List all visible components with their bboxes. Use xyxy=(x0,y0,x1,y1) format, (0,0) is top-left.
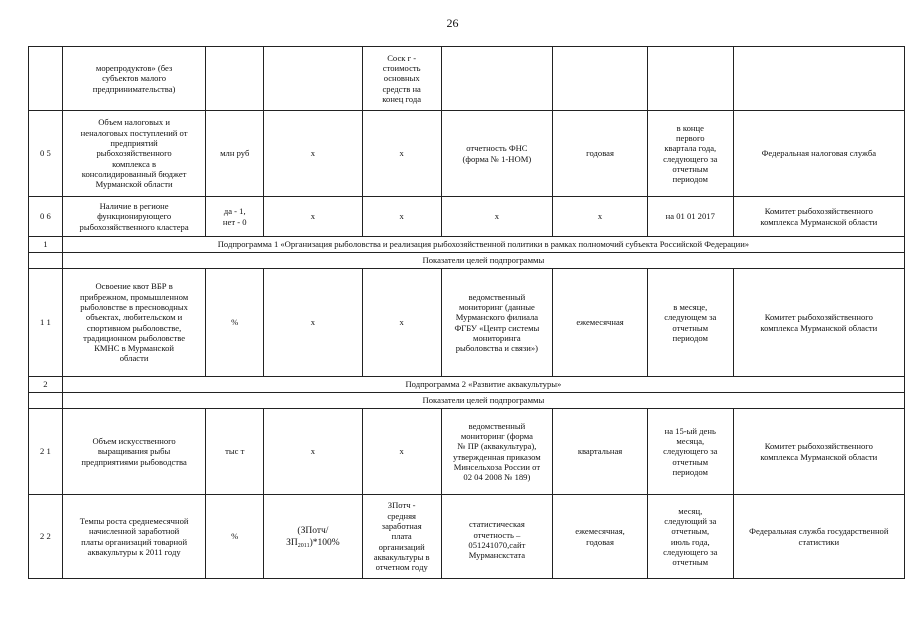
unit: да - 1, нет - 0 xyxy=(206,197,264,237)
row-number: 1 xyxy=(29,237,63,253)
responsible: Комитет рыбохозяйственного комплекса Мурманской области xyxy=(733,197,904,237)
data-date: на 15-ый день месяца, следующего за отчетным периодом xyxy=(647,409,733,495)
data-date: в конце первого квартала года, следующего за отчетным периодом xyxy=(647,111,733,197)
goals-row xyxy=(29,393,905,409)
row-number: 1 1 xyxy=(29,269,63,377)
data-date: на 01 01 2017 xyxy=(647,197,733,237)
responsible xyxy=(733,47,904,111)
unit: % xyxy=(206,495,264,579)
data-source: отчетность ФНС (форма № 1-НОМ) xyxy=(441,111,553,197)
table-row xyxy=(29,47,905,111)
formula-numerator: (ЗПотч/ xyxy=(297,525,329,536)
indicator-name: Объем искусственного выращивания рыбы предприятиями рыбоводства xyxy=(62,409,206,495)
algorithm-formula xyxy=(264,495,363,579)
responsible: Федеральная служба государственной статистики xyxy=(733,495,904,579)
formula-subscript: 2011 xyxy=(297,542,310,549)
goals-row xyxy=(29,253,905,269)
algorithm: х xyxy=(264,269,363,377)
responsible: Федеральная налоговая служба xyxy=(733,111,904,197)
indicator-name: Темпы роста среднемесячной начисленной заработной платы организаций товарной аквакультуры к 2011 году xyxy=(62,495,206,579)
data-source: статистическая отчетность – 051241070,сайт Мурманскстата xyxy=(441,495,553,579)
table-row xyxy=(29,495,905,579)
unit: тыс т xyxy=(206,409,264,495)
indicator-name: Объем налоговых и неналоговых поступлений от предприятий рыбохозяйственного комплекса в консолидированный бюджет Мурманской области xyxy=(62,111,206,197)
unit xyxy=(206,47,264,111)
algorithm xyxy=(264,47,363,111)
unit: % xyxy=(206,269,264,377)
row-number xyxy=(29,253,63,269)
subprogram-row xyxy=(29,377,905,393)
basic-indicators: Соск г - стоимость основных средств на конец года xyxy=(362,47,441,111)
basic-indicators: х xyxy=(362,197,441,237)
subprogram-title: Подпрограмма 1 «Организация рыболовства и реализация рыбохозяйственной политики в рамках полномочий субъекта Российской Федерации» xyxy=(62,237,904,253)
data-source: х xyxy=(441,197,553,237)
row-number: 0 5 xyxy=(29,111,63,197)
row-number: 2 1 xyxy=(29,409,63,495)
subprogram-title: Подпрограмма 2 «Развитие аквакультуры» xyxy=(62,377,904,393)
basic-indicators: х xyxy=(362,409,441,495)
responsible: Комитет рыбохозяйственного комплекса Мурманской области xyxy=(733,409,904,495)
data-date: в месяце, следующем за отчетным периодом xyxy=(647,269,733,377)
formula-tail: )*100% xyxy=(309,537,340,548)
table-row xyxy=(29,197,905,237)
periodicity xyxy=(553,47,648,111)
indicators-table xyxy=(28,46,905,579)
row-number xyxy=(29,393,63,409)
responsible: Комитет рыбохозяйственного комплекса Мурманской области xyxy=(733,269,904,377)
row-number: 2 xyxy=(29,377,63,393)
page-number: 26 xyxy=(446,16,459,30)
indicator-name: Наличие в регионе функционирующего рыбохозяйственного кластера xyxy=(62,197,206,237)
unit: млн руб xyxy=(206,111,264,197)
basic-indicators: ЗПотч - средняя заработная плата организаций аквакультуры в отчетном году xyxy=(362,495,441,579)
row-number: 0 6 xyxy=(29,197,63,237)
periodicity: ежемесячная xyxy=(553,269,648,377)
subprogram-row xyxy=(29,237,905,253)
row-number xyxy=(29,47,63,111)
formula-base: ЗП xyxy=(286,537,298,548)
indicator-name: Освоение квот ВБР в прибрежном, промышленном рыболовстве в пресноводных объектах, любительском и спортивном рыболовстве, традиционном рыболовстве КМНС в Мурманской области xyxy=(62,269,206,377)
basic-indicators: х xyxy=(362,269,441,377)
periodicity: квартальная xyxy=(553,409,648,495)
periodicity: х xyxy=(553,197,648,237)
goals-title: Показатели целей подпрограммы xyxy=(62,393,904,409)
basic-indicators: х xyxy=(362,111,441,197)
data-source xyxy=(441,47,553,111)
periodicity: годовая xyxy=(553,111,648,197)
table-row xyxy=(29,269,905,377)
indicator-name: морепродуктов» (без субъектов малого предпринимательства) xyxy=(62,47,206,111)
algorithm: х xyxy=(264,111,363,197)
table-row xyxy=(29,111,905,197)
goals-title: Показатели целей подпрограммы xyxy=(62,253,904,269)
data-date: месяц, следующий за отчетным, июль года, следующего за отчетным xyxy=(647,495,733,579)
table-row xyxy=(29,409,905,495)
row-number: 2 2 xyxy=(29,495,63,579)
data-source: ведомственный мониторинг (данные Мурманского филиала ФГБУ «Центр системы мониторинга рыболовства и связи») xyxy=(441,269,553,377)
periodicity: ежемесячная, годовая xyxy=(553,495,648,579)
algorithm: х xyxy=(264,197,363,237)
data-source: ведомственный мониторинг (форма № ПР (аквакультура), утвержденная приказом Минсельхоза России от 02 04 2008 № 189) xyxy=(441,409,553,495)
algorithm: х xyxy=(264,409,363,495)
data-date xyxy=(647,47,733,111)
